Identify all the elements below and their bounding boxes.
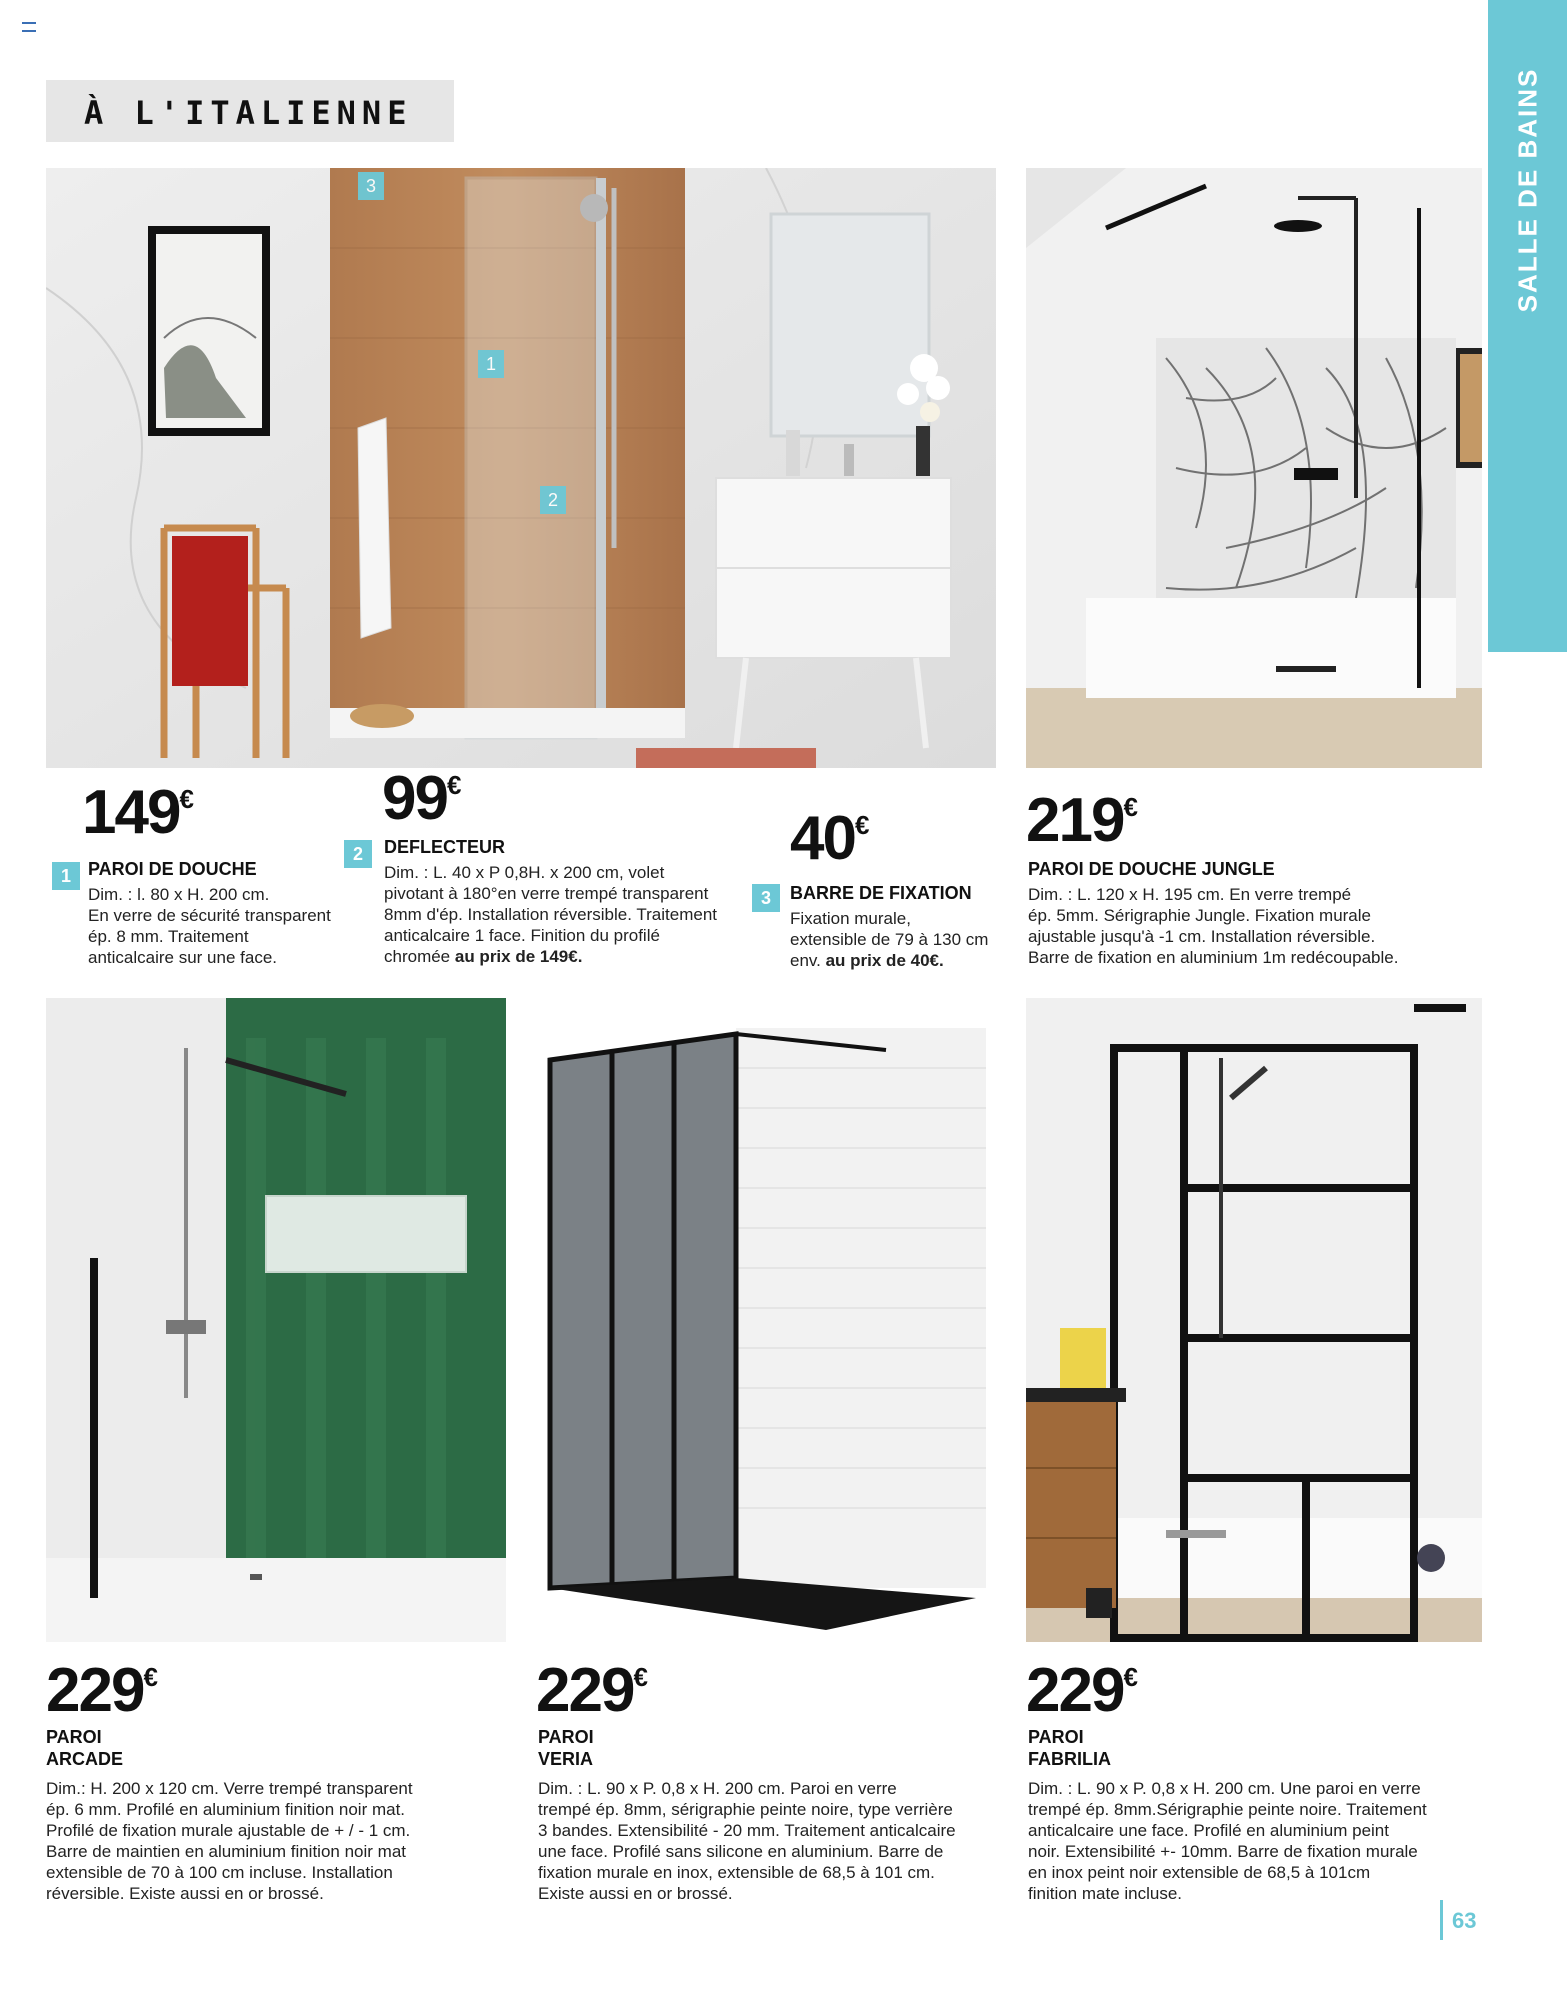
title-paroi-de-douche: PAROI DE DOUCHE — [88, 859, 257, 879]
page-number: 63 — [1452, 1908, 1477, 1933]
desc-barre-de-fixation: Fixation murale, extensible de 79 à 130 cm env. au prix de 40€. — [790, 909, 989, 970]
section-header — [46, 80, 454, 142]
price-barre-de-fixation: 40€ — [790, 804, 870, 873]
badge-3: 3 — [752, 884, 780, 912]
fabrilia-photo — [1026, 998, 1482, 1642]
desc-jungle: Dim. : L. 120 x H. 195 cm. En verre trempé ép. 5mm. Sérigraphie Jungle. Fixation murale ajustable jusqu'à -1 cm. Installation réversible. Barre de fixation en aluminium 1m redécoupable. — [1028, 885, 1399, 967]
title-deflecteur: DEFLECTEUR — [384, 837, 505, 857]
top-mark — [22, 22, 36, 32]
title-veria: PAROI VERIA — [538, 1727, 594, 1769]
price-fabrilia: 229€ — [1026, 1656, 1138, 1725]
title-barre-de-fixation: BARRE DE FIXATION — [790, 883, 972, 903]
badge-1: 1 — [52, 862, 80, 890]
jungle-photo — [1026, 168, 1482, 768]
price-veria: 229€ — [536, 1656, 648, 1725]
title-fabrilia: PAROI FABRILIA — [1028, 1727, 1111, 1769]
price-deflecteur: 99€ — [382, 764, 462, 833]
hero-badge-1: 1 — [478, 350, 504, 378]
side-tab-label: SALLE DE BAINS — [1512, 67, 1542, 313]
hero-badge-3: 3 — [358, 172, 384, 200]
veria-photo — [536, 998, 1000, 1642]
side-tab — [1488, 0, 1567, 652]
desc-deflecteur: Dim. : L. 40 x P 0,8H. x 200 cm, volet pivotant à 180°en verre trempé transparent 8mm d'ép. Installation réversible. Traitement anticalcaire 1 face. Finition du profilé chromée au prix de 149€. — [384, 863, 718, 966]
price-jungle: 219€ — [1026, 786, 1138, 855]
hero-photo — [46, 168, 996, 768]
hero-badge-2: 2 — [540, 486, 566, 514]
desc-paroi-de-douche: Dim. : l. 80 x H. 200 cm. En verre de sécurité transparent ép. 8 mm. Traitement anticalcaire sur une face. — [88, 885, 331, 967]
desc-fabrilia: Dim. : L. 90 x P. 0,8 x H. 200 cm. Une paroi en verre trempé ép. 8mm.Sérigraphie peinte noire. Traitement anticalcaire une face. Profilé en aluminium peint noir. Extensibilité +- 10mm. Barre de fixation murale en inox peint noir extensible de 68,5 à 101cm finition mate incluse. — [1028, 1779, 1427, 1903]
badge-2: 2 — [344, 840, 372, 868]
price-paroi-de-douche: 149€ — [82, 778, 194, 847]
title-arcade: PAROI ARCADE — [46, 1727, 124, 1769]
desc-veria: Dim. : L. 90 x P. 0,8 x H. 200 cm. Paroi en verre trempé ép. 8mm, sérigraphie peinte noire, type verrière 3 bandes. Extensibilité - 20 mm. Traitement anticalcaire une face. Profilé sans silicone en aluminium. Barre de fixation murale en inox, extensible de 68,5 à 101 cm. Existe aussi en or brossé. — [538, 1779, 956, 1903]
price-arcade: 229€ — [46, 1656, 158, 1725]
title-jungle: PAROI DE DOUCHE JUNGLE — [1028, 859, 1275, 879]
arcade-photo — [46, 998, 506, 1642]
desc-arcade: Dim.: H. 200 x 120 cm. Verre trempé transparent ép. 6 mm. Profilé en aluminium finition noir mat. Profilé de fixation murale ajustable de + / - 1 cm. Barre de maintien en aluminium finition noir mat extensible de 70 à 100 cm incluse. Installation réversible. Existe aussi en or brossé. — [46, 1779, 413, 1903]
section-title: À L'ITALIENNE — [84, 94, 413, 132]
